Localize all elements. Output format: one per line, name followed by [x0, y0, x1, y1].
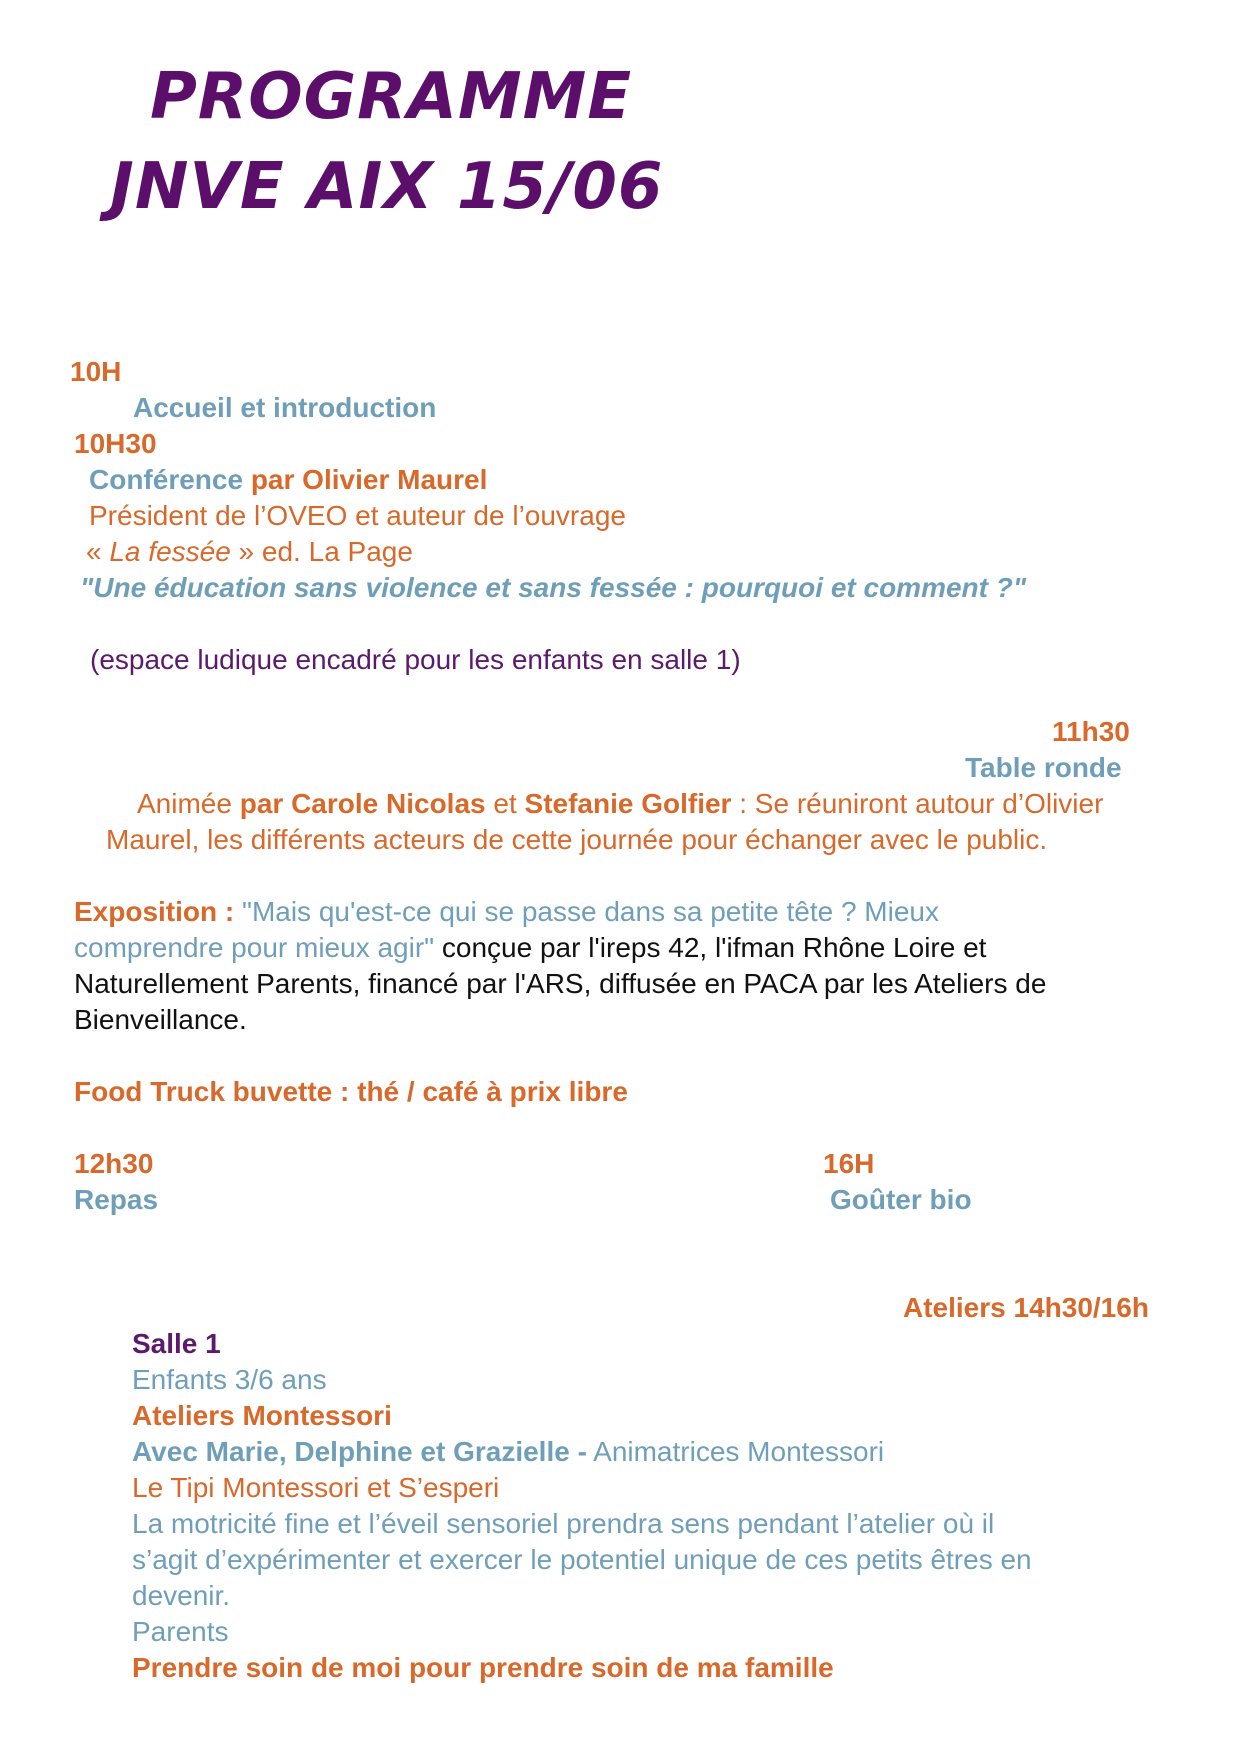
round-table-line2: Maurel, les différents acteurs de cette journée pour échanger avec le public.: [106, 824, 1048, 855]
exhibition-label: Exposition :: [74, 896, 242, 927]
hosts-names: Avec Marie, Delphine et Grazielle -: [132, 1436, 587, 1467]
exhibition-title-part1: "Mais qu'est-ce qui se passe dans sa petite tête ? Mieux: [242, 896, 939, 927]
book-reference: [86, 534, 413, 570]
round-table-label: Table ronde: [965, 752, 1122, 783]
round-table-and: et: [485, 788, 525, 819]
snack-label: Goûter bio: [830, 1184, 972, 1215]
book-quote-open: «: [86, 536, 110, 567]
exhibition-line4: Bienveillance.: [74, 1004, 247, 1035]
round-table-line1: [137, 786, 1103, 822]
book-title: La fessée: [109, 536, 231, 567]
time-11h30: 11h30: [1052, 716, 1130, 747]
lunch-label: Repas: [74, 1184, 159, 1215]
book-publisher: » ed. La Page: [230, 536, 413, 567]
welcome-label: Accueil et introduction: [133, 392, 437, 423]
conference-speaker: par Olivier Maurel: [250, 464, 488, 495]
page-title-line1: PROGRAMME: [150, 60, 633, 134]
room-label: Salle 1: [132, 1328, 221, 1359]
snack-time: 16H: [823, 1148, 875, 1179]
workshop-desc-line1: La motricité fine et l’éveil sensoriel prendra sens pendant l’atelier où il: [132, 1508, 995, 1539]
exhibition-desc-part1: conçue par l'ireps 42, l'ifman Rhône Loire et: [434, 932, 987, 963]
hosts-role: Animatrices Montessori: [586, 1436, 885, 1467]
montessori-title: Ateliers Montessori: [132, 1400, 392, 1431]
conference-description: Président de l’OVEO et auteur de l’ouvrage: [89, 500, 626, 531]
conference-line: [89, 462, 487, 498]
round-table-intro: Animée: [137, 788, 240, 819]
round-table-host2: Stefanie Golfier: [524, 788, 732, 819]
conference-label: Conférence: [89, 464, 244, 495]
hosts-line: [132, 1434, 884, 1470]
parents-label: Parents: [132, 1616, 229, 1647]
exhibition-line2: [74, 930, 986, 966]
exhibition-line3: Naturellement Parents, financé par l'ARS, diffusée en PACA par les Ateliers de: [74, 968, 1047, 999]
organizations-line: Le Tipi Montessori et S’esperi: [132, 1472, 500, 1503]
workshop-desc-line2: s’agit d’expérimenter et exercer le potentiel unique de ces petits êtres en: [132, 1544, 1032, 1575]
parents-workshop-title: Prendre soin de moi pour prendre soin de ma famille: [132, 1652, 834, 1683]
kids-age-label: Enfants 3/6 ans: [132, 1364, 327, 1395]
round-table-host1: par Carole Nicolas: [239, 788, 486, 819]
lunch-time: 12h30: [74, 1148, 154, 1179]
exhibition-title-part2: comprendre pour mieux agir": [74, 932, 435, 963]
workshops-header: Ateliers 14h30/16h: [903, 1292, 1149, 1323]
time-10h: 10H: [70, 356, 122, 387]
time-10h30: 10H30: [74, 428, 157, 459]
workshop-desc-line3: devenir.: [132, 1580, 231, 1611]
exhibition-line1: [74, 894, 939, 930]
kids-space-note: (espace ludique encadré pour les enfants en salle 1): [90, 644, 741, 675]
page-title-line2: JNVE AIX 15/06: [110, 150, 664, 224]
food-truck-line: Food Truck buvette : thé / café à prix libre: [74, 1076, 628, 1107]
conference-title: "Une éducation sans violence et sans fessée : pourquoi et comment ?": [80, 572, 1027, 603]
round-table-desc: : Se réuniront autour d’Olivier: [731, 788, 1104, 819]
